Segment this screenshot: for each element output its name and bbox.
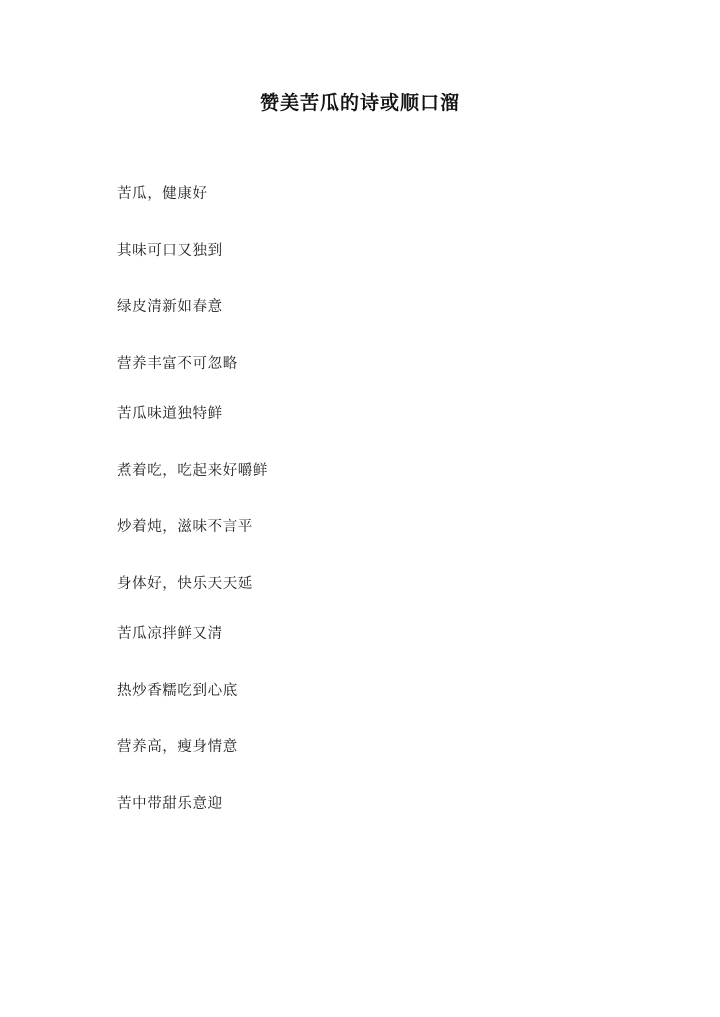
poem-line: 苦瓜凉拌鲜又清 xyxy=(117,626,223,642)
poem-line: 热炒香糯吃到心底 xyxy=(117,682,238,699)
stanza xyxy=(117,627,640,811)
stanza xyxy=(117,407,640,591)
poem-line: 苦中带甜乐意迎 xyxy=(117,795,223,812)
document-body xyxy=(0,187,720,811)
poem-line: 营养丰富不可忽略 xyxy=(117,355,238,372)
poem-line: 身体好，快乐天天延 xyxy=(117,575,253,592)
poem-line: 炒着炖，滋味不言平 xyxy=(117,519,253,535)
stanza xyxy=(117,187,640,371)
poem-line: 绿皮清新如春意 xyxy=(117,299,223,315)
poem-line: 营养高，瘦身情意 xyxy=(117,739,238,755)
poem-line: 其味可口又独到 xyxy=(117,242,223,259)
page-title: 赞美苦瓜的诗或顺口溜 xyxy=(259,93,460,114)
poem-line: 苦瓜，健康好 xyxy=(117,186,208,202)
poem-line: 苦瓜味道独特鲜 xyxy=(117,406,223,422)
poem-line: 煮着吃，吃起来好嚼鲜 xyxy=(117,462,268,479)
